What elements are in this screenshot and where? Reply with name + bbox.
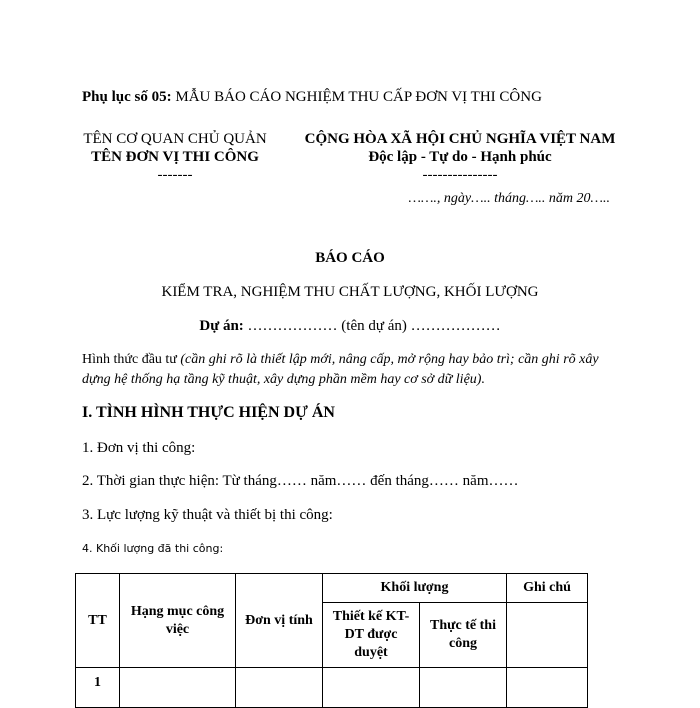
appendix-prefix: Phụ lục số 05: (82, 89, 172, 105)
project-label: Dự án: (199, 318, 244, 334)
list-item-volume: 4. Khối lượng đã thi công: (82, 542, 224, 555)
header-actual: Thực tế thi công (420, 603, 507, 668)
country-name: CỘNG HÒA XÃ HỘI CHỦ NGHĨA VIỆT NAM (304, 131, 616, 147)
header-unit: Đơn vị tính (236, 574, 323, 668)
list-item-resources: 3. Lực lượng kỹ thuật và thiết bị thi công: (82, 507, 333, 523)
header-design: Thiết kế KT-DT được duyệt (323, 603, 420, 668)
row-item (120, 668, 236, 708)
national-motto: Độc lập - Tự do - Hạnh phúc (368, 149, 552, 165)
row-design (323, 668, 420, 708)
header-volume: Khối lượng (323, 574, 507, 603)
contractor-name: TÊN ĐƠN VỊ THI CÔNG (91, 149, 259, 165)
agency-block (72, 130, 278, 184)
header-tt: TT (76, 574, 120, 668)
row-note (507, 668, 588, 708)
national-header (288, 130, 632, 184)
report-title: BÁO CÁO (315, 250, 385, 266)
table-header-row (76, 574, 588, 603)
row-tt: 1 (76, 668, 120, 708)
list-item-timeline: 2. Thời gian thực hiện: Từ tháng…… năm…… đến tháng…… năm…… (82, 473, 519, 489)
project-line (0, 318, 700, 335)
table-row (76, 668, 588, 708)
header-item: Hạng mục công việc (120, 574, 236, 668)
investment-note: (cần ghi rõ là thiết lập mới, nâng cấp, mở rộng hay bảo trì; cần ghi rõ xây dựng hệ thống hạ tầng kỹ thuật, xây dựng phần mềm hay cơ sở dữ liệu). (82, 352, 599, 387)
investment-form (82, 350, 622, 390)
agency-rule: ------- (157, 167, 193, 183)
header-note-blank (507, 603, 588, 668)
appendix-heading (82, 89, 542, 106)
national-rule: --------------- (422, 167, 498, 183)
investment-label: Hình thức đầu tư (82, 352, 177, 367)
section-heading: I. TÌNH HÌNH THỰC HIỆN DỰ ÁN (82, 404, 335, 421)
row-unit (236, 668, 323, 708)
volume-table (75, 573, 588, 708)
row-actual (420, 668, 507, 708)
header-note: Ghi chú (507, 574, 588, 603)
parent-agency-name: TÊN CƠ QUAN CHỦ QUẢN (83, 131, 267, 147)
project-fill: ……………… (tên dự án) ……………… (243, 318, 501, 334)
date-line: ……., ngày….. tháng….. năm 20….. (408, 191, 610, 206)
list-item-contractor: 1. Đơn vị thi công: (82, 440, 196, 456)
appendix-text: MẪU BÁO CÁO NGHIỆM THU CẤP ĐƠN VỊ THI CÔNG (175, 89, 542, 105)
report-subtitle: KIỂM TRA, NGHIỆM THU CHẤT LƯỢNG, KHỐI LƯỢNG (161, 284, 539, 300)
